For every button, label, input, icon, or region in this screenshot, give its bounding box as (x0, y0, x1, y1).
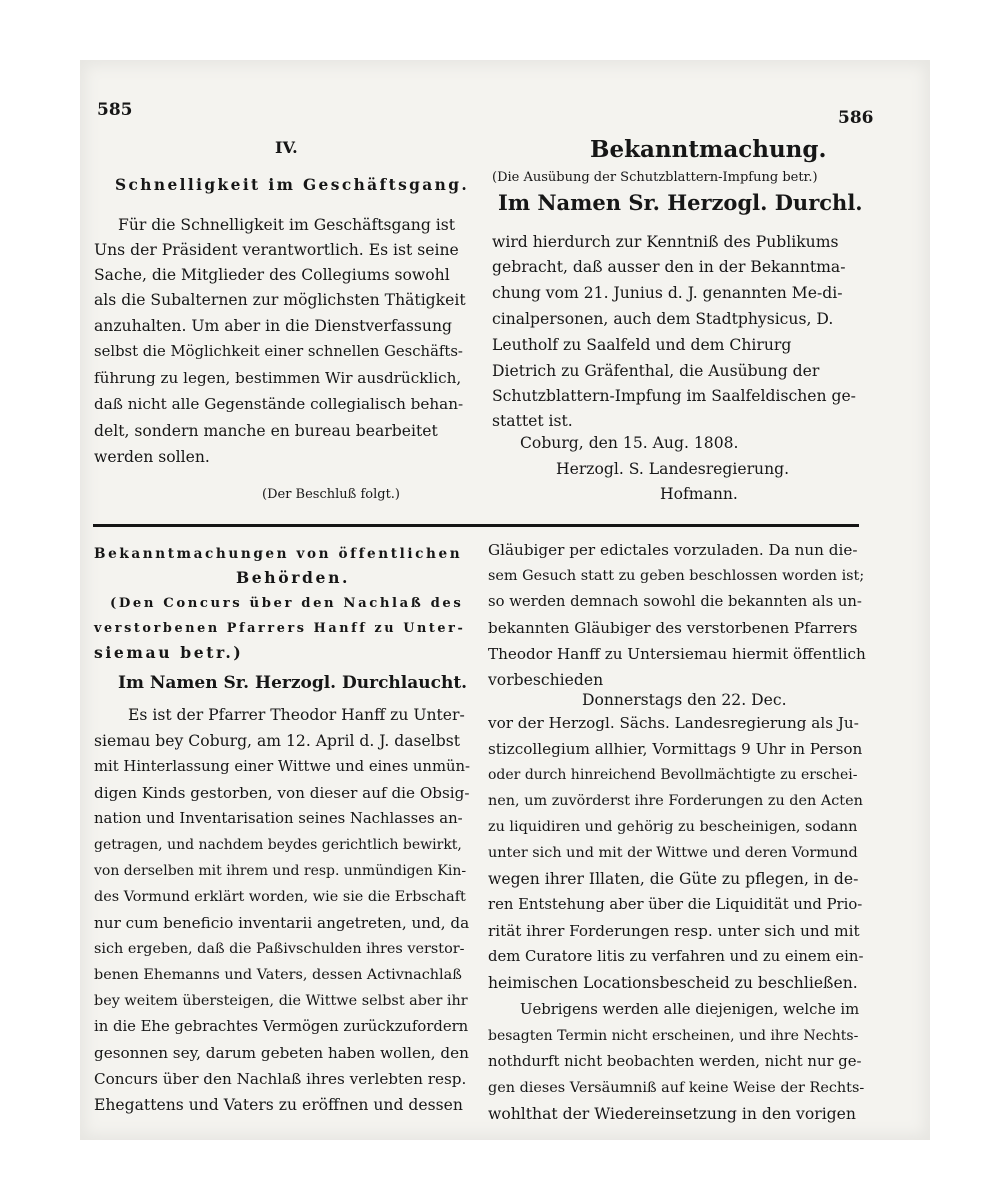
section-heading: Behörden. (236, 568, 351, 587)
text-line: Es ist der Pfarrer Theodor Hanff zu Unter- (128, 706, 465, 724)
section-divider (93, 524, 859, 527)
notice-subtitle: (Die Ausübung der Schutzblattern-Impfung betr.) (492, 170, 818, 185)
text-line: daß nicht alle Gegenstände collegialisch behan- (94, 395, 464, 413)
article-title: Schnelligkeit im Geschäftsgang. (115, 176, 470, 194)
text-line: vor der Herzogl. Sächs. Landesregierung als Ju- (488, 714, 859, 732)
text-line: sem Gesuch statt zu geben beschlossen worden ist; (488, 568, 865, 584)
text-line: ren Entstehung aber über die Liquidität und Prio- (488, 896, 863, 913)
section-heading: Bekanntmachungen von öffentlichen (94, 546, 463, 562)
text-line: rität ihrer Forderungen resp. unter sich und mit (488, 922, 860, 940)
text-line: delt, sondern manche en bureau bearbeitet (94, 422, 438, 440)
text-line: gesonnen sey, darum gebeten haben wollen, den (94, 1044, 469, 1062)
text-line: unter sich und mit der Wittwe und deren Vormund (488, 845, 858, 861)
place-date: Coburg, den 15. Aug. 1808. (520, 434, 739, 452)
text-line: digen Kinds gestorben, von dieser auf die Obsig- (94, 784, 470, 802)
text-line: als die Subalternen zur möglichsten Thätigkeit (94, 291, 466, 309)
page-number-right: 586 (838, 108, 874, 128)
text-line: wegen ihrer Illaten, die Güte zu pflegen, in de- (488, 870, 859, 888)
text-line: Ehegattens und Vaters zu eröffnen und dessen (94, 1096, 463, 1114)
text-line: besagten Termin nicht erscheinen, und ihre Nechts- (488, 1028, 859, 1044)
text-line: getragen, und nachdem beydes gerichtlich bewirkt, (94, 837, 462, 853)
text-line: oder durch hinreichend Bevollmächtigte zu erschei- (488, 767, 858, 783)
text-line: Schutzblattern-Impfung im Saalfeldischen ge- (492, 387, 856, 405)
text-line: chung vom 21. Junius d. J. genannten Me-di- (492, 284, 843, 302)
authority: Herzogl. S. Landesregierung. (556, 460, 790, 478)
text-line: zu liquidiren und gehörig zu bescheinigen, sodann (488, 819, 858, 835)
text-line: nur cum beneficio inventarii angetreten, und, da (94, 914, 470, 932)
text-line: bey weitem übersteigen, die Wittwe selbst aber ihr (94, 993, 468, 1009)
notice-title: Bekanntmachung. (590, 136, 827, 163)
text-line: Für die Schnelligkeit im Geschäftsgang ist (118, 216, 456, 234)
text-line: siemau bey Coburg, am 12. April d. J. daselbst (94, 732, 460, 750)
text-line: Theodor Hanff zu Untersiemau hiermit öffentlich (488, 645, 866, 663)
page-number-left: 585 (97, 100, 133, 120)
section-number: IV. (275, 138, 298, 157)
text-line: heimischen Locationsbescheid zu beschließen. (488, 974, 858, 992)
subject-line: siemau betr.) (94, 643, 244, 662)
text-line: Uebrigens werden alle diejenigen, welche im (520, 1001, 860, 1018)
date-line: Donnerstags den 22. Dec. (582, 691, 787, 709)
text-line: stattet ist. (492, 412, 573, 430)
text-line: gen dieses Versäumniß auf keine Weise der Rechts- (488, 1080, 865, 1096)
text-line: in die Ehe gebrachtes Vermögen zurückzufordern (94, 1018, 469, 1035)
text-line: anzuhalten. Um aber in die Dienstverfassung (94, 317, 452, 335)
text-line: Dietrich zu Gräfenthal, die Ausübung der (492, 362, 820, 380)
text-line: so werden demnach sowohl die bekannten als un- (488, 593, 862, 610)
text-line: nen, um zuvörderst ihre Forderungen zu den Acten (488, 793, 863, 809)
text-line: selbst die Möglichkeit einer schnellen Geschäfts- (94, 343, 463, 360)
text-line: mit Hinterlassung einer Wittwe und eines unmün- (94, 758, 471, 775)
signature: Hofmann. (660, 485, 738, 503)
text-line: vorbeschieden (488, 671, 604, 689)
text-line: benen Ehemanns und Vaters, dessen Activnachlaß (94, 967, 462, 983)
text-line: Gläubiger per edictales vorzuladen. Da nun die- (488, 541, 858, 559)
subject-line: verstorbenen Pfarrers Hanff zu Unter- (94, 621, 466, 636)
text-line: cinalpersonen, auch dem Stadtphysicus, D. (492, 310, 834, 328)
notice-invocation: Im Namen Sr. Herzogl. Durchl. (498, 190, 863, 215)
subject-line: (Den Concurs über den Nachlaß des (110, 596, 464, 611)
text-line: Concurs über den Nachlaß ihres verlebten resp. (94, 1070, 467, 1088)
text-line: Uns der Präsident verantwortlich. Es ist seine (94, 241, 459, 259)
text-line: Sache, die Mitglieder des Collegiums sowohl (94, 266, 450, 284)
text-line: führung zu legen, bestimmen Wir ausdrücklich, (94, 369, 462, 387)
text-line: Leutholf zu Saalfeld und dem Chirurg (492, 336, 792, 354)
text-line: gebracht, daß ausser den in der Bekanntma- (492, 258, 846, 276)
continued-note: (Der Beschluß folgt.) (262, 487, 400, 502)
text-line: nothdurft nicht beobachten werden, nicht nur ge- (488, 1053, 862, 1070)
notice-invocation: Im Namen Sr. Herzogl. Durchlaucht. (118, 673, 468, 693)
text-line: von derselben mit ihrem und resp. unmündigen Kin- (94, 863, 467, 879)
text-line: sich ergeben, daß die Paßivschulden ihres verstor- (94, 941, 465, 957)
text-line: werden sollen. (94, 448, 210, 466)
text-line: wird hierdurch zur Kenntniß des Publikums (492, 233, 839, 251)
text-line: des Vormund erklärt worden, wie sie die Erbschaft (94, 889, 466, 905)
text-line: nation und Inventarisation seines Nachlasses an- (94, 810, 463, 827)
text-line: bekannten Gläubiger des verstorbenen Pfarrers (488, 619, 858, 637)
text-line: dem Curatore litis zu verfahren und zu einem ein- (488, 948, 864, 965)
text-line: stizcollegium allhier, Vormittags 9 Uhr in Person (488, 740, 863, 758)
text-line: wohlthat der Wiedereinsetzung in den vorigen (488, 1105, 856, 1123)
